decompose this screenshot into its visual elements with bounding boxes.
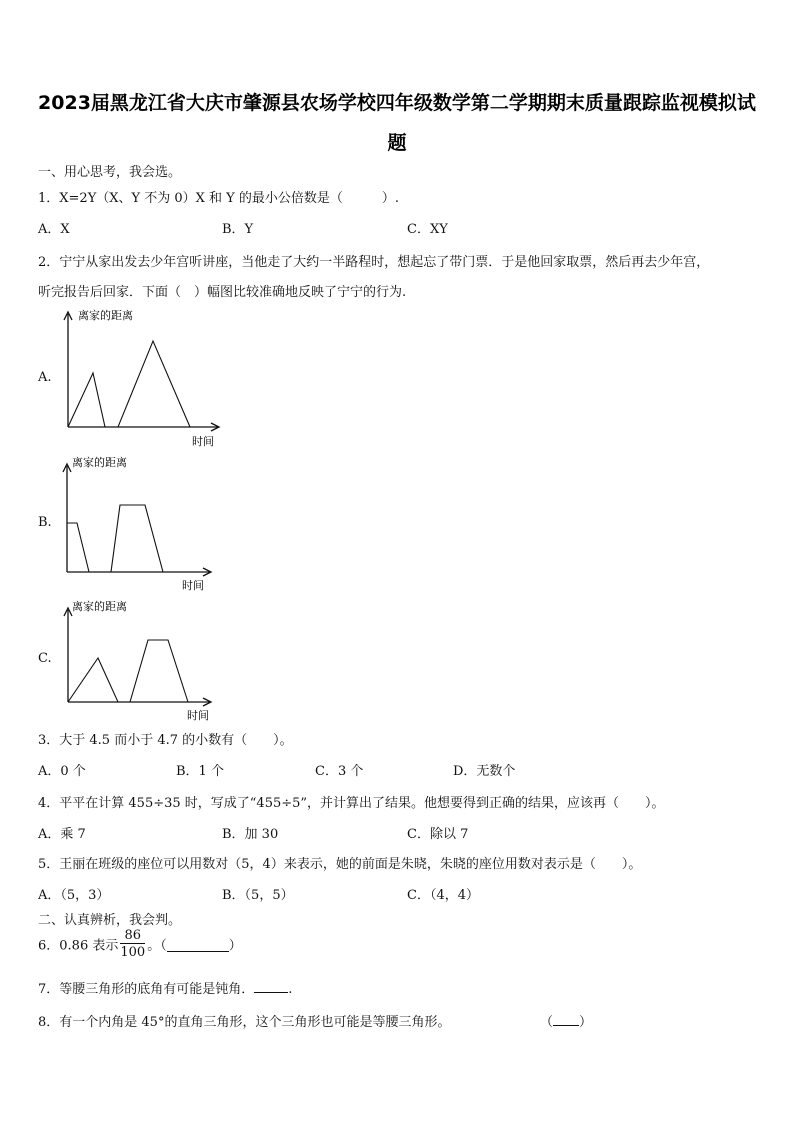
q7-answer-blank[interactable]: [254, 980, 288, 993]
graph-c-label: C.: [38, 651, 52, 666]
q7-end: .: [288, 982, 293, 997]
section-heading-judge: 二、认真辨析，我会判。: [38, 913, 182, 928]
graph-a: [60, 306, 230, 451]
q3-option-d: D．无数个: [453, 764, 516, 779]
q4-option-c: C．除以 7: [407, 827, 469, 842]
q3-option-a: A．0 个: [38, 764, 86, 779]
page-title-continued: 题: [387, 132, 407, 154]
question-8: 8．有一个内角是 45°的直角三角形，这个三角形也可能是等腰三角形。: [38, 1015, 451, 1030]
graph-b-label: B.: [38, 515, 52, 530]
q4-option-a: A．乘 7: [38, 827, 86, 842]
q6-fraction: [120, 929, 145, 959]
graph-c: [60, 596, 230, 724]
q7-text: 7．等腰三角形的底角有可能是钝角．: [38, 982, 255, 997]
q6-end: ）: [228, 938, 242, 954]
question-2-line-1: 2．宁宁从家出发去少年宫听讲座，当他走了大约一半路程时，想起忘了带门票．于是他回家取票，然后再去少年宫，: [38, 255, 710, 270]
question-3: 3．大于 4.5 而小于 4.7 的小数有（ ）。: [38, 733, 293, 748]
q5-option-a: A．（5，3）: [38, 888, 110, 903]
question-7: [38, 978, 292, 997]
question-1: 1．X=2Y（X、Y 不为 0）X 和 Y 的最小公倍数是（ ）.: [38, 191, 400, 206]
graph-b-path: [67, 505, 163, 572]
graph-a-xlabel: 时间: [192, 435, 214, 448]
question-2-line-2: 听完报告后回家．下面（ ）幅图比较准确地反映了宁宁的行为.: [38, 285, 407, 300]
q8-close-paren: ）: [579, 1015, 593, 1030]
graph-b-axes: [63, 464, 211, 576]
question-4: 4．平平在计算 455÷35 时，写成了“455÷5”，并计算出了结果。他想要得到正确的结果，应该再（ ）。: [38, 796, 665, 811]
q5-option-b: B．（5，5）: [222, 888, 294, 903]
question-5: 5．王丽在班级的座位可以用数对（5，4）来表示，她的前面是朱晓，朱晓的座位用数对表示是（ ）。: [38, 857, 642, 872]
graph-b-ylabel: 离家的距离: [72, 456, 127, 469]
q5-option-c: C．（4，4）: [407, 888, 479, 903]
q6-denominator: 100: [120, 945, 146, 960]
section-heading-choice: 一、用心思考，我会选。: [38, 165, 182, 180]
graph-a-path: [68, 341, 190, 427]
q6-suffix: 。（: [147, 938, 167, 954]
graph-a-ylabel: 离家的距离: [78, 309, 133, 322]
q1-option-b: B．Y: [222, 222, 254, 237]
graph-c-ylabel: 离家的距离: [72, 600, 127, 613]
graph-b-xlabel: 时间: [182, 579, 204, 592]
q8-answer: [540, 1011, 592, 1030]
graph-c-path: [68, 640, 188, 702]
q6-prefix: 6．0.86 表示: [38, 938, 119, 954]
q4-option-b: B．加 30: [222, 827, 279, 842]
graph-b: [60, 452, 230, 597]
graph-c-axes: [64, 608, 211, 706]
q8-open-paren: （: [540, 1015, 554, 1030]
q3-option-c: C．3 个: [315, 764, 364, 779]
graph-c-xlabel: 时间: [187, 709, 209, 722]
page-title: 2023届黑龙江省大庆市肇源县农场学校四年级数学第二学期期末质量跟踪监视模拟试: [38, 92, 756, 114]
q8-answer-blank[interactable]: [553, 1013, 579, 1026]
q6-answer-blank[interactable]: [167, 937, 229, 952]
graph-a-label: A.: [38, 370, 52, 385]
q6-numerator: 86: [120, 929, 145, 944]
q1-option-c: C．XY: [407, 222, 448, 237]
q3-option-b: B．1 个: [176, 764, 224, 779]
graph-a-axes: [64, 312, 219, 431]
q1-option-a: A．X: [38, 222, 70, 237]
question-6: [38, 929, 242, 959]
